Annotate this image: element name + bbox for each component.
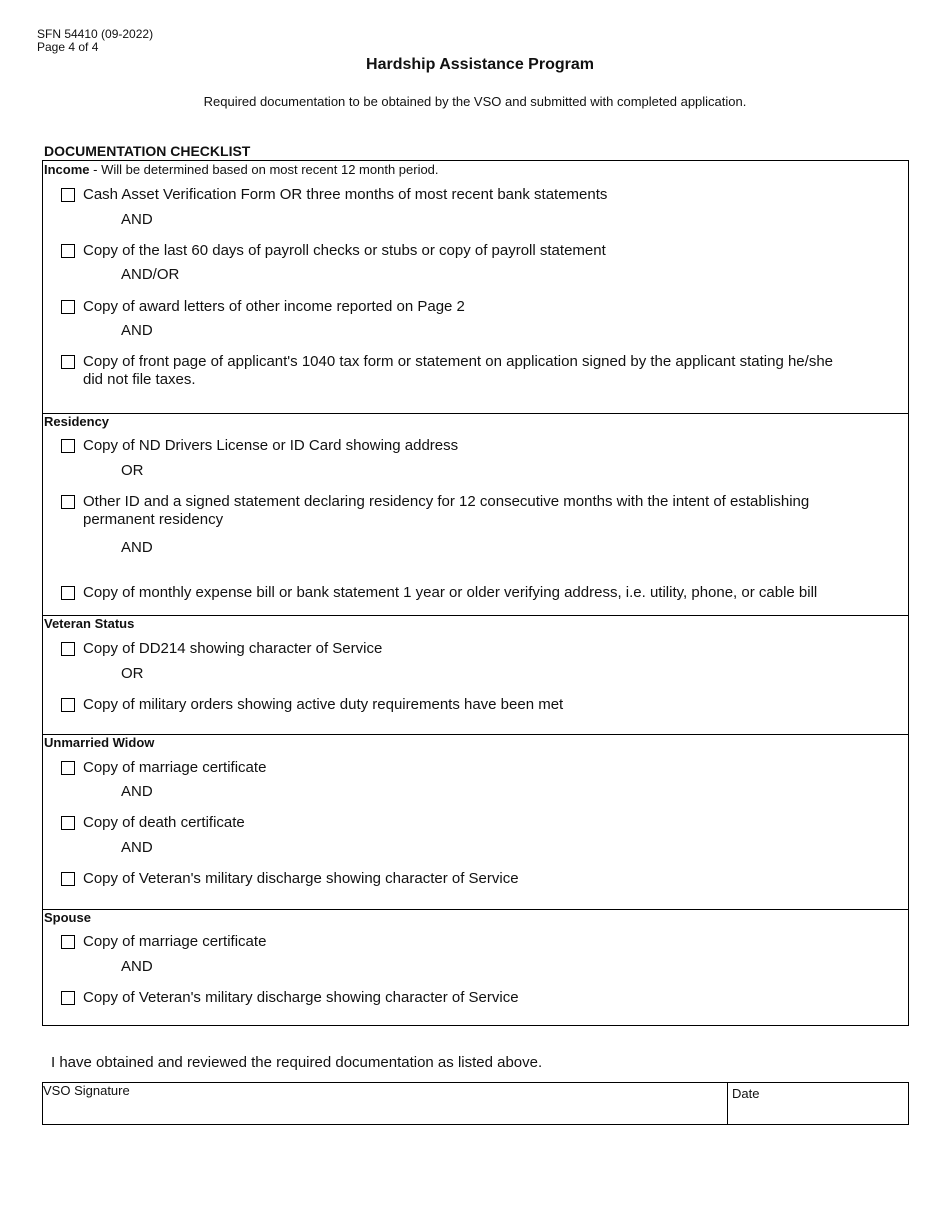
checklist-item	[61, 493, 851, 529]
spouse-item-1-checkbox[interactable]	[61, 935, 75, 949]
section-note: - Will be determined based on most recent 12 month period.	[89, 162, 439, 177]
item-label: Copy of marriage certificate	[83, 933, 267, 950]
residency-item-2-checkbox[interactable]	[61, 495, 75, 509]
widow-item-3-checkbox[interactable]	[61, 872, 75, 886]
connector-label: OR	[121, 462, 144, 479]
documentation-checklist	[42, 160, 909, 1026]
checklist-item	[61, 640, 881, 658]
item-label: Copy of the last 60 days of payroll checks or stubs or copy of payroll statement	[83, 242, 606, 259]
section-title: Residency	[44, 414, 110, 429]
checklist-item	[61, 696, 881, 714]
veteran-item-1-checkbox[interactable]	[61, 642, 75, 656]
connector-label: AND	[121, 539, 153, 556]
checklist-item	[61, 870, 881, 888]
item-label: Copy of Veteran's military discharge showing character of Service	[83, 870, 519, 887]
vso-signature-label: VSO Signature	[43, 1083, 130, 1098]
checklist-item	[61, 584, 901, 602]
divider	[727, 1083, 728, 1124]
form-number: SFN 54410 (09-2022)	[37, 27, 154, 41]
widow-item-1-checkbox[interactable]	[61, 761, 75, 775]
section-title: Income - Will be determined based on most recent 12 month period.	[44, 162, 439, 177]
income-item-2-checkbox[interactable]	[61, 244, 75, 258]
item-label: Copy of ND Drivers License or ID Card showing address	[83, 437, 459, 454]
widow-item-2-checkbox[interactable]	[61, 816, 75, 830]
section-veteran-status	[43, 615, 908, 735]
attestation-statement: I have obtained and reviewed the required documentation as listed above.	[51, 1054, 543, 1071]
signature-block	[42, 1082, 909, 1125]
connector-label: AND	[121, 211, 153, 228]
income-item-4-checkbox[interactable]	[61, 355, 75, 369]
item-label: Copy of Veteran's military discharge showing character of Service	[83, 989, 519, 1006]
item-label: Other ID and a signed statement declaring residency for 12 consecutive months with the intent of establishing permanent residency	[83, 493, 810, 528]
connector-label: AND	[121, 839, 153, 856]
page-title: Hardship Assistance Program	[366, 56, 594, 73]
connector-label: AND	[121, 958, 153, 975]
checklist-item	[61, 437, 881, 455]
section-title: Veteran Status	[44, 616, 135, 631]
checklist-item	[61, 759, 881, 777]
checklist-item	[61, 933, 881, 951]
form-id-block	[37, 28, 153, 54]
connector-label: OR	[121, 665, 144, 682]
page-subtitle: Required documentation to be obtained by the VSO and submitted with completed application.	[203, 94, 747, 109]
residency-item-3-checkbox[interactable]	[61, 586, 75, 600]
item-label: Copy of monthly expense bill or bank statement 1 year or older verifying address, i.e. utility, phone, or cable bill	[83, 584, 818, 601]
residency-item-1-checkbox[interactable]	[61, 439, 75, 453]
section-spouse	[43, 909, 908, 1026]
section-unmarried-widow	[43, 734, 908, 910]
date-field[interactable]	[729, 1101, 907, 1124]
checklist-item	[61, 353, 861, 389]
checklist-item	[61, 814, 881, 832]
vso-signature-field[interactable]	[43, 1099, 725, 1124]
connector-label: AND/OR	[121, 266, 180, 283]
item-label: Copy of death certificate	[83, 814, 245, 831]
item-label: Copy of DD214 showing character of Service	[83, 640, 383, 657]
section-title: Spouse	[44, 910, 91, 925]
item-label: Copy of military orders showing active duty requirements have been met	[83, 696, 564, 713]
checklist-item	[61, 989, 881, 1007]
checklist-heading: DOCUMENTATION CHECKLIST	[44, 143, 251, 159]
income-item-1-checkbox[interactable]	[61, 188, 75, 202]
connector-label: AND	[121, 783, 153, 800]
item-label: Cash Asset Verification Form OR three months of most recent bank statements	[83, 186, 608, 203]
checklist-item	[61, 298, 881, 316]
page-indicator: Page 4 of 4	[37, 40, 99, 54]
date-label: Date	[732, 1086, 760, 1101]
section-title: Unmarried Widow	[44, 735, 155, 750]
item-label: Copy of marriage certificate	[83, 759, 267, 776]
veteran-item-2-checkbox[interactable]	[61, 698, 75, 712]
checklist-item	[61, 242, 881, 260]
income-item-3-checkbox[interactable]	[61, 300, 75, 314]
connector-label: AND	[121, 322, 153, 339]
item-label: Copy of award letters of other income reported on Page 2	[83, 298, 465, 315]
section-income	[43, 161, 908, 413]
checklist-item	[61, 186, 881, 204]
section-residency	[43, 413, 908, 616]
spouse-item-2-checkbox[interactable]	[61, 991, 75, 1005]
item-label: Copy of front page of applicant's 1040 tax form or statement on application signed by the applicant stating he/she did not file taxes.	[83, 353, 833, 388]
